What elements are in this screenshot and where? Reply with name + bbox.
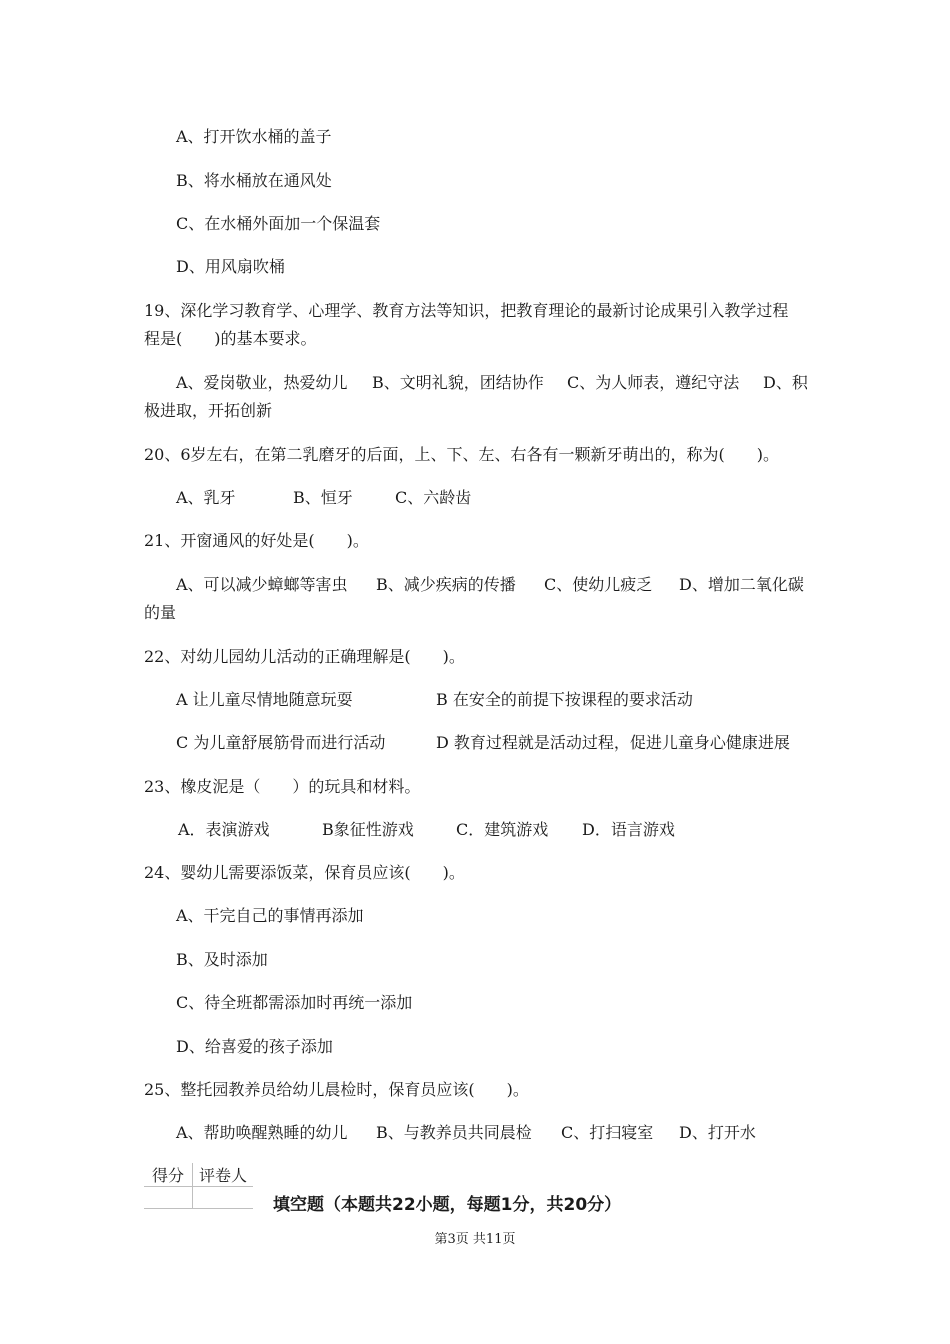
q18-option-c: C、在水桶外面加一个保温套: [176, 214, 381, 233]
page-footer: 第3页 共11页: [434, 1232, 516, 1247]
q23-option-c: C．建筑游戏: [456, 820, 549, 839]
score-box: [144, 1163, 253, 1209]
q25-option-a: A、帮助唤醒熟睡的幼儿: [176, 1123, 348, 1142]
q25-option-d: D、打开水: [679, 1123, 756, 1142]
q23-stem: 23、橡皮泥是（ ）的玩具和材料。: [144, 777, 421, 796]
q22-options-row-1: [0, 690, 950, 710]
q21-option-d-continued: 的量: [144, 603, 177, 622]
q24-option-d: D、给喜爱的孩子添加: [176, 1037, 333, 1056]
q19-option-c: C、为人师表，遵纪守法: [567, 373, 740, 392]
q19-stem-line1: 19、深化学习教育学、心理学、教育方法等知识，把教育理论的最新讨论成果引入教学过程: [144, 301, 789, 320]
q22-option-a: A 让儿童尽情地随意玩耍: [176, 690, 353, 709]
q21-stem: 21、开窗通风的好处是( )。: [144, 531, 369, 550]
q24-option-c: C、待全班都需添加时再统一添加: [176, 993, 413, 1012]
q19-options-row: [0, 373, 950, 393]
score-box-header-row: [144, 1163, 253, 1187]
q19-option-b: B、文明礼貌，团结协作: [372, 373, 544, 392]
q23-options-row: [0, 820, 950, 840]
score-label: 得分: [144, 1163, 193, 1187]
q22-option-d: D 教育过程就是活动过程，促进儿童身心健康进展: [436, 733, 790, 752]
q18-option-b: B、将水桶放在通风处: [176, 171, 332, 190]
q21-options-row: [0, 575, 950, 595]
q22-options-row-2: [0, 733, 950, 753]
q24-option-b: B、及时添加: [176, 950, 268, 969]
q23-option-a: A．表演游戏: [178, 820, 270, 839]
q18-option-a: A、打开饮水桶的盖子: [176, 127, 332, 146]
q22-option-b: B 在安全的前提下按课程的要求活动: [436, 690, 693, 709]
q19-option-d: D、积: [763, 373, 808, 392]
q19-option-a: A、爱岗敬业，热爱幼儿: [176, 373, 348, 392]
q25-stem: 25、整托园教养员给幼儿晨检时，保育员应该( )。: [144, 1080, 529, 1099]
grader-label: 评卷人: [193, 1163, 254, 1187]
q21-option-b: B、减少疾病的传播: [376, 575, 516, 594]
q20-stem: 20、6岁左右，在第二乳磨牙的后面，上、下、左、右各有一颗新牙萌出的，称为( )。: [144, 445, 780, 464]
q20-option-a: A、乳牙: [176, 488, 236, 507]
q21-option-a: A、可以减少蟑螂等害虫: [176, 575, 348, 594]
q18-option-d: D、用风扇吹桶: [176, 257, 285, 276]
q23-option-b: B象征性游戏: [322, 820, 414, 839]
q19-option-d-continued: 极进取，开拓创新: [144, 401, 273, 420]
q23-option-d: D．语言游戏: [582, 820, 675, 839]
q20-options-row: [0, 488, 950, 508]
q25-option-c: C、打扫寝室: [561, 1123, 654, 1142]
score-box-input-row: [144, 1187, 253, 1209]
section-title: 填空题（本题共22小题，每题1分，共20分）: [273, 1195, 622, 1215]
score-cell: [144, 1187, 193, 1209]
q25-options-row: [0, 1123, 950, 1143]
q21-option-d: D、增加二氧化碳: [679, 575, 804, 594]
q24-option-a: A、干完自己的事情再添加: [176, 906, 364, 925]
q25-option-b: B、与教养员共同晨检: [376, 1123, 532, 1142]
q19-stem-line2: 程是( )的基本要求。: [144, 329, 317, 348]
q21-option-c: C、使幼儿疲乏: [544, 575, 653, 594]
grader-cell: [193, 1187, 254, 1209]
q20-option-c: C、六龄齿: [395, 488, 472, 507]
q22-option-c: C 为儿童舒展筋骨而进行活动: [176, 733, 386, 752]
q24-stem: 24、婴幼儿需要添饭菜，保育员应该( )。: [144, 863, 465, 882]
q20-option-b: B、恒牙: [293, 488, 353, 507]
q22-stem: 22、对幼儿园幼儿活动的正确理解是( )。: [144, 647, 465, 666]
